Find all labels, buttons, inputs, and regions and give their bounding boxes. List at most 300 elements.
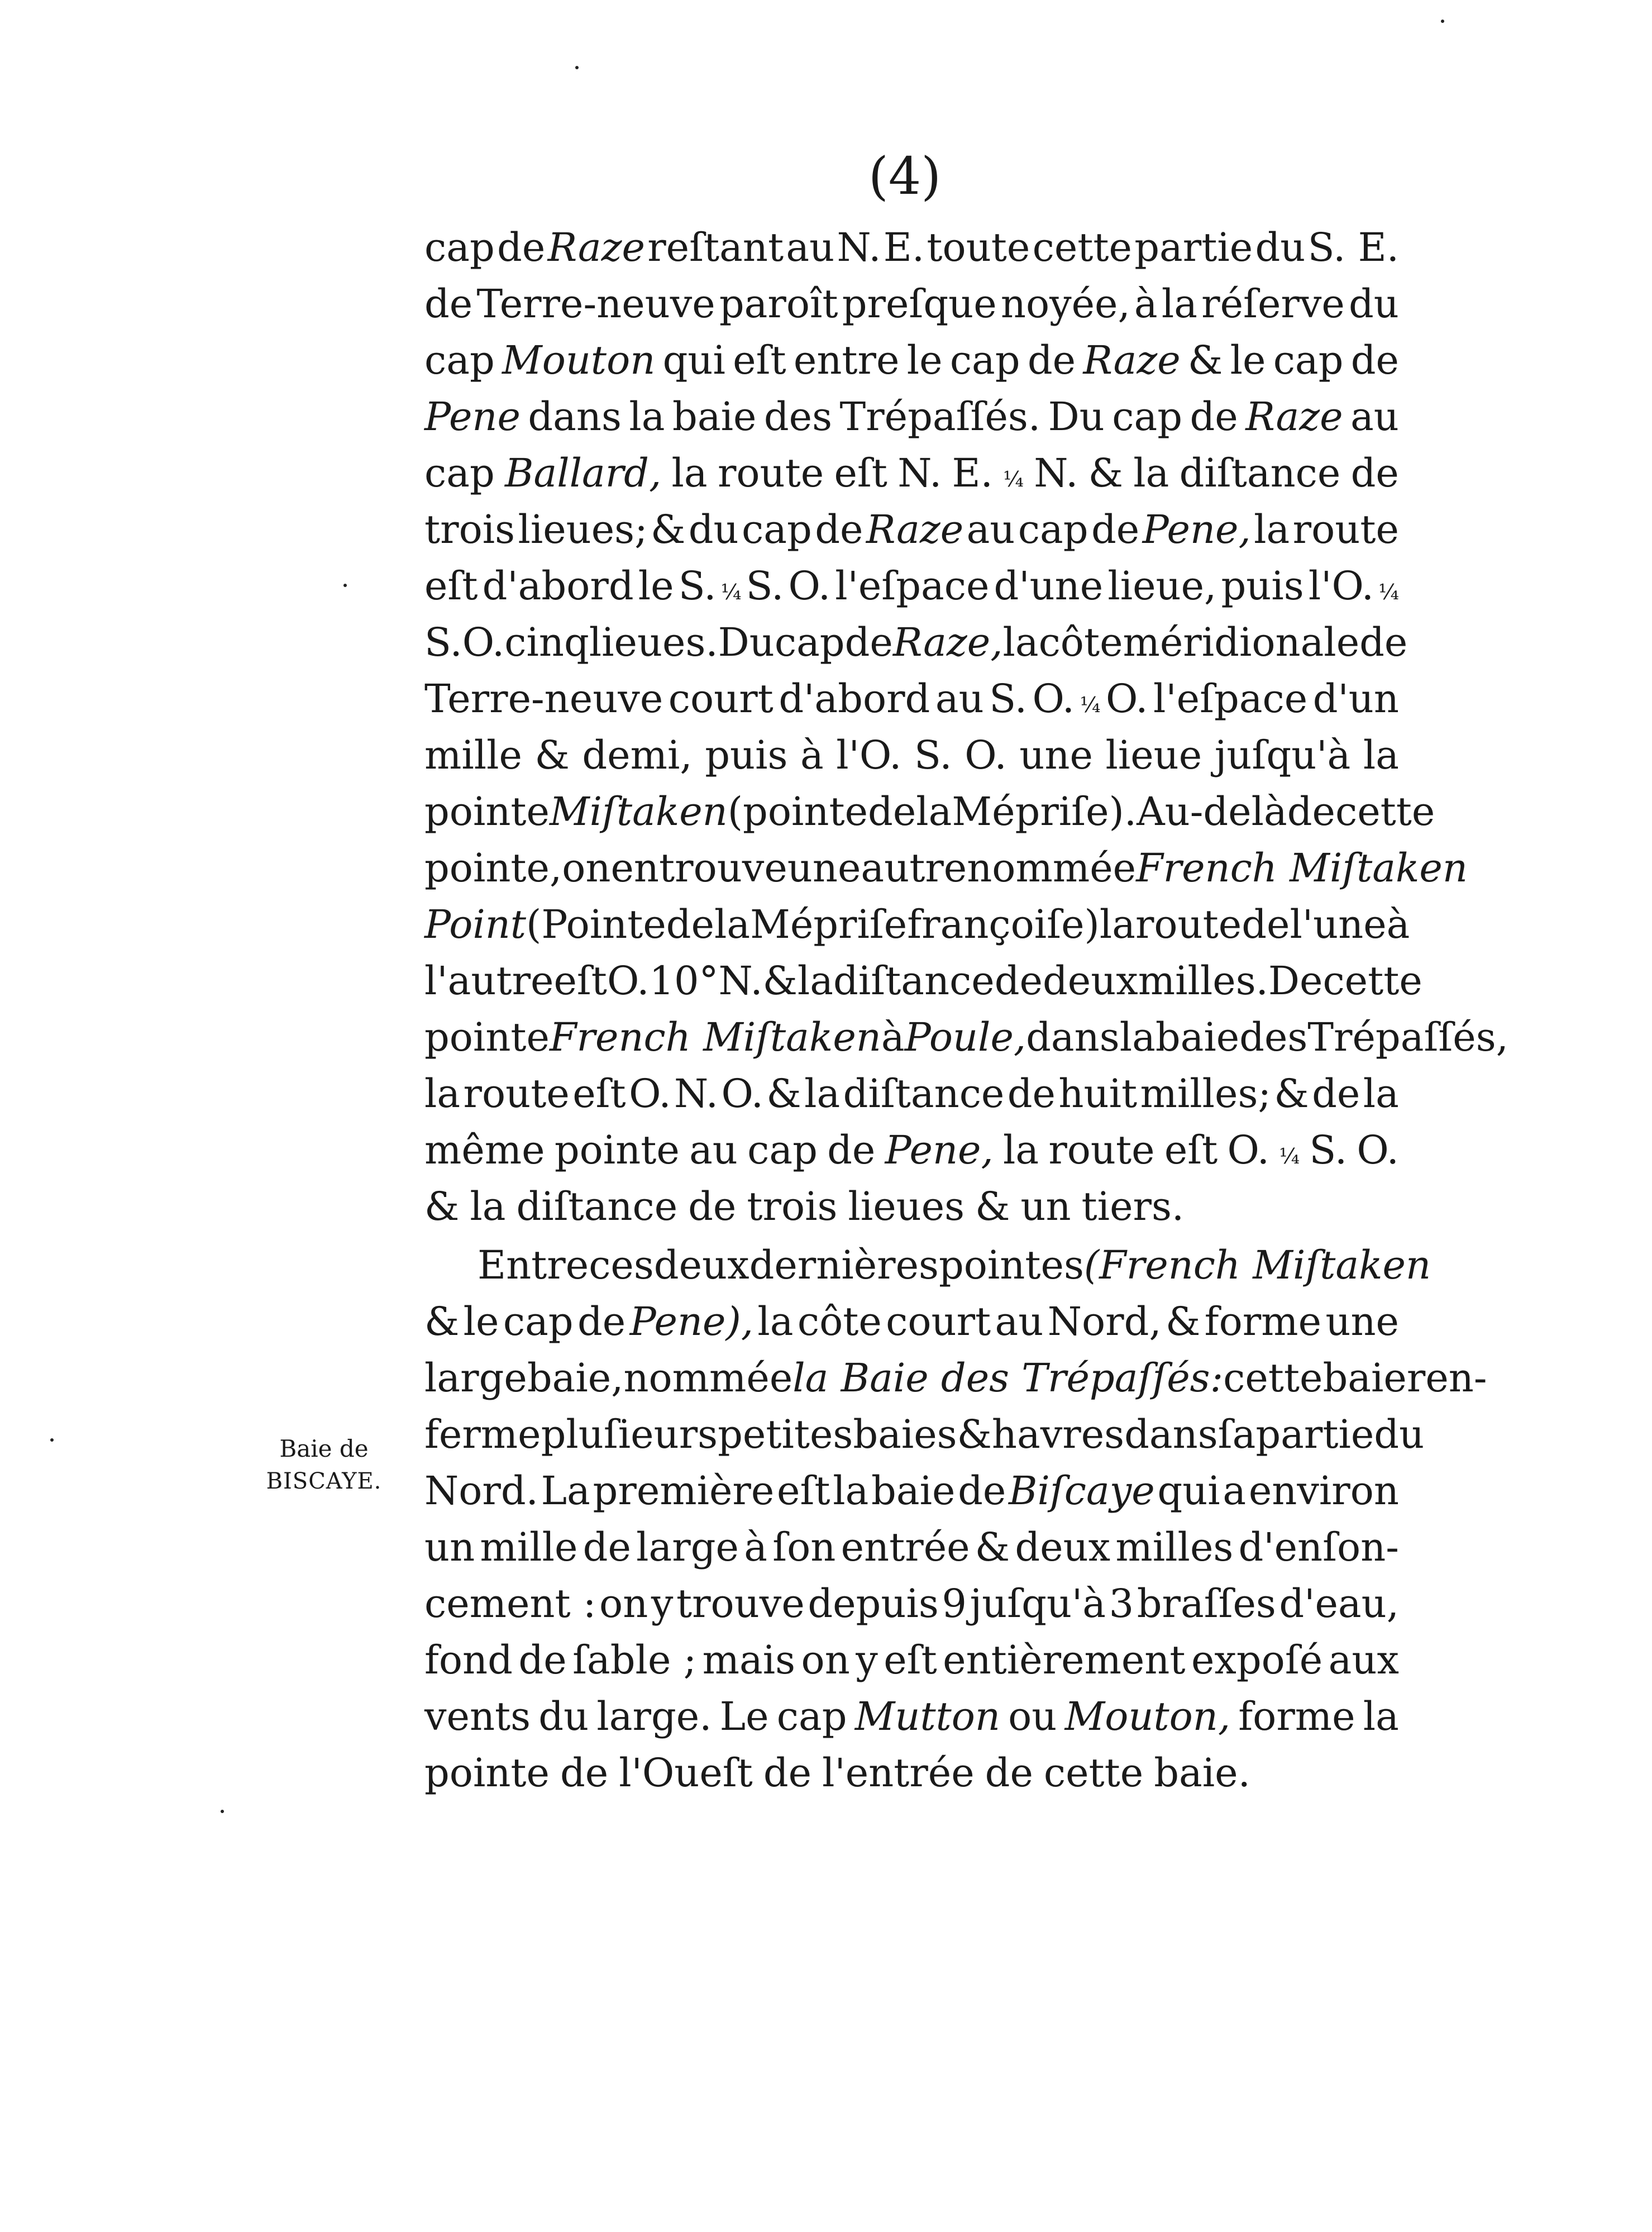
word: entre — [793, 337, 900, 383]
word: Biſcaye — [1009, 1468, 1155, 1514]
word: y — [856, 1637, 878, 1683]
word: la — [714, 902, 751, 947]
word: large. — [596, 1694, 712, 1739]
word: route — [717, 450, 824, 496]
word: de — [1312, 1071, 1360, 1117]
text-line — [424, 332, 1399, 389]
margin-note-line-2: BISCAYE. — [266, 1468, 382, 1494]
word: ſa — [1217, 1411, 1256, 1457]
word: depuis — [808, 1581, 939, 1627]
word: même — [424, 1127, 545, 1173]
word: cement : — [424, 1581, 596, 1627]
text-line — [424, 896, 1410, 953]
word: du — [1255, 225, 1306, 270]
word: Raze — [547, 225, 645, 270]
word: tiers. — [1081, 1184, 1185, 1229]
word: route — [1048, 1127, 1155, 1173]
word: première — [593, 1468, 775, 1514]
word: milles; — [1140, 1071, 1271, 1117]
word: N. — [674, 1071, 719, 1117]
word: huit — [1058, 1071, 1138, 1117]
word: & — [534, 732, 570, 778]
word: baie. — [1154, 1750, 1250, 1796]
word: paroît — [719, 281, 838, 327]
word: la — [1002, 619, 1039, 665]
word: diſtance — [833, 958, 995, 1004]
word: autre — [861, 845, 967, 891]
word: eſt — [733, 337, 786, 383]
word: braſſes — [1137, 1581, 1276, 1627]
word: partie — [1134, 225, 1253, 270]
word: de — [1007, 1071, 1056, 1117]
word: à — [1134, 281, 1158, 327]
word: fond — [424, 1637, 513, 1683]
word: la — [833, 1468, 869, 1514]
word: large — [424, 1355, 527, 1401]
word: cap — [1018, 507, 1088, 552]
word: la — [1099, 902, 1135, 947]
word: diſtance — [843, 1071, 1005, 1117]
word: cap — [424, 450, 495, 496]
word: S. — [989, 676, 1027, 722]
text-line — [424, 1350, 1487, 1406]
text-line — [424, 1066, 1399, 1122]
word: pointe — [424, 789, 550, 834]
word: environ — [1248, 1468, 1399, 1514]
word: de — [577, 1299, 626, 1344]
text-line — [424, 671, 1399, 727]
word: ces — [589, 1242, 654, 1288]
word: qui — [1157, 1468, 1220, 1514]
word: la — [757, 1299, 794, 1344]
word: demi, — [582, 732, 693, 778]
word: noyée, — [1000, 281, 1130, 327]
word: N. — [897, 450, 942, 496]
word: forme — [1238, 1694, 1355, 1739]
word: françoiſe — [907, 902, 1085, 947]
word: Du — [718, 619, 775, 665]
word: deux — [1015, 1524, 1111, 1570]
word: baie — [1322, 1355, 1407, 1401]
ink-speck — [575, 66, 579, 69]
word: de — [1242, 902, 1290, 947]
word: cap — [424, 225, 495, 270]
text-line — [424, 1237, 1431, 1294]
word: cap — [742, 507, 812, 552]
word: cap — [774, 619, 845, 665]
word: Raze — [866, 507, 964, 552]
word: un — [1020, 1184, 1071, 1229]
word: eſt — [777, 1468, 830, 1514]
word: d'une — [994, 563, 1104, 609]
word: milles. — [1138, 958, 1268, 1004]
text-line — [424, 1122, 1399, 1179]
word: court — [886, 1299, 991, 1344]
word: du — [688, 507, 739, 552]
word: de — [1190, 394, 1238, 440]
word: route — [463, 1071, 570, 1117]
word: lieue — [1105, 732, 1202, 778]
word: de — [868, 789, 916, 834]
word: de — [1350, 337, 1399, 383]
ink-speck — [50, 1438, 54, 1442]
word: un — [424, 1524, 475, 1570]
text-line — [424, 727, 1399, 784]
word: l'autre — [424, 958, 554, 1004]
word: la — [1363, 732, 1399, 778]
ink-speck — [1441, 20, 1444, 23]
word: le — [1230, 337, 1266, 383]
word: le — [638, 563, 674, 609]
word: de — [1027, 337, 1076, 383]
word: la — [1002, 1127, 1039, 1173]
word: y — [651, 1581, 674, 1627]
word: & — [975, 1524, 1010, 1570]
word: ¼ — [1279, 1144, 1300, 1169]
word: Raze — [1083, 337, 1181, 383]
word: l'Oueſt — [619, 1750, 753, 1796]
word: de — [666, 902, 715, 947]
word: ſon — [772, 1524, 836, 1570]
word: de — [1091, 507, 1140, 552]
word: pointe — [424, 1750, 550, 1796]
word: Mouton, — [1064, 1694, 1231, 1739]
word: d'enſon- — [1238, 1524, 1399, 1570]
word: havres — [991, 1411, 1125, 1457]
word: de — [763, 1750, 812, 1796]
word: au — [689, 1127, 738, 1173]
word: aux — [1328, 1637, 1399, 1683]
word: reſtant — [647, 225, 784, 270]
word: Entre — [478, 1242, 589, 1288]
word: eſt — [834, 450, 887, 496]
word: ¼ — [1378, 580, 1399, 604]
word: vents — [424, 1694, 531, 1739]
word: Pointe — [541, 902, 666, 947]
word: Mouton — [502, 337, 656, 383]
word: cap — [1112, 394, 1183, 440]
word: cette — [1335, 789, 1435, 834]
word: la — [797, 958, 834, 1004]
word: 10°N. — [649, 958, 763, 1004]
word: ) — [1084, 902, 1100, 947]
word: de — [815, 507, 863, 552]
word: S. — [746, 563, 784, 609]
word: des — [763, 394, 833, 440]
word: juſqu'à — [970, 1581, 1106, 1627]
word: route — [1292, 507, 1399, 552]
word: la — [629, 394, 665, 440]
word: mille — [480, 1524, 578, 1570]
word: Miſtaken — [549, 789, 728, 834]
word: Raze — [1245, 394, 1343, 440]
word: lieues — [848, 1184, 965, 1229]
word: forme — [1204, 1299, 1321, 1344]
word: large — [636, 1524, 739, 1570]
word: l'O. — [1308, 563, 1374, 609]
word: du — [538, 1694, 589, 1739]
word: de — [994, 958, 1043, 1004]
word: N. — [1034, 450, 1078, 496]
word: eſt — [1164, 1127, 1218, 1173]
word: cap — [949, 337, 1020, 383]
text-line — [424, 502, 1399, 558]
word: ¼ — [1003, 467, 1024, 492]
text-line — [424, 953, 1422, 1009]
word: une — [787, 845, 861, 891]
word: trouve — [658, 845, 787, 891]
word: & — [957, 1411, 992, 1457]
word: de — [1287, 789, 1335, 834]
word: des — [1239, 1014, 1308, 1060]
word: dans — [1124, 1411, 1218, 1457]
word: nommée — [623, 1355, 793, 1401]
word: au — [935, 676, 984, 722]
word: la — [1133, 450, 1169, 496]
word: N. — [837, 225, 881, 270]
word: pointe — [554, 1127, 680, 1173]
word: la — [1363, 1694, 1399, 1739]
word: S. — [914, 732, 952, 778]
word: à — [744, 1524, 767, 1570]
word: deux — [1042, 958, 1138, 1004]
word: court — [668, 676, 774, 722]
word: de — [985, 1750, 1033, 1796]
word: & — [1188, 337, 1223, 383]
word: Nord, — [1047, 1299, 1162, 1344]
word: E. — [952, 450, 993, 496]
word: O. — [1227, 1127, 1270, 1173]
ink-speck — [343, 584, 347, 587]
word: à — [881, 1014, 905, 1060]
word: French Miſtaken — [549, 1014, 881, 1060]
word: O. — [721, 1071, 763, 1117]
word: d'eau, — [1279, 1581, 1399, 1627]
word: expoſé — [1191, 1637, 1323, 1683]
word: cap — [747, 1127, 818, 1173]
text-line — [424, 1576, 1399, 1632]
word: lieues. — [589, 619, 718, 665]
word: l'eſpace — [835, 563, 990, 609]
word: une — [1325, 1299, 1399, 1344]
word: cap — [424, 337, 495, 383]
word: S. E. — [1307, 225, 1399, 270]
word: de — [827, 1127, 876, 1173]
word: baie — [672, 394, 757, 440]
word: O. — [1357, 1127, 1399, 1173]
word: O. — [965, 732, 1007, 778]
word: pluſieurs — [541, 1411, 718, 1457]
text-line — [424, 1179, 1399, 1235]
text-line — [424, 1632, 1399, 1689]
word: Pene — [424, 394, 521, 440]
page-number: (4) — [868, 146, 942, 206]
word: S. — [424, 619, 462, 665]
text-line — [424, 276, 1399, 332]
word: O. — [1105, 676, 1148, 722]
word: Trépaſſés. — [839, 394, 1041, 440]
word: pointes — [938, 1242, 1084, 1288]
word: ¼ — [1080, 693, 1101, 717]
word: ¼ — [720, 580, 742, 604]
word: trouve — [676, 1581, 805, 1627]
word: Terre-neuve — [424, 676, 663, 722]
word: la — [470, 1184, 506, 1229]
text-line — [424, 1009, 1508, 1066]
word: de — [958, 1468, 1006, 1514]
word: la — [916, 789, 952, 834]
word: on — [801, 1637, 850, 1683]
word: O. — [462, 619, 505, 665]
word: Mépriſe — [750, 902, 908, 947]
text-line — [424, 614, 1408, 671]
word: petites — [718, 1411, 853, 1457]
word: de — [497, 225, 546, 270]
word: l'entrée — [822, 1750, 975, 1796]
word: & — [424, 1299, 460, 1344]
word: partie — [1255, 1411, 1374, 1457]
word: Au-delà — [1137, 789, 1287, 834]
word: pointe, — [424, 845, 562, 891]
word: la — [1161, 281, 1197, 327]
word: Point — [424, 902, 527, 947]
word: a — [1223, 1468, 1247, 1514]
word: de — [844, 619, 893, 665]
word: de — [424, 281, 473, 327]
ink-speck — [221, 1810, 224, 1813]
word: au — [1350, 394, 1399, 440]
word: pointe — [424, 1014, 550, 1060]
word: E. — [883, 225, 925, 270]
text-line — [424, 1294, 1399, 1350]
word: de — [560, 1750, 609, 1796]
word: la — [804, 1071, 841, 1117]
word: l'eſpace — [1153, 676, 1308, 722]
word: & — [766, 1071, 801, 1117]
word: d'un — [1312, 676, 1399, 722]
word: & — [975, 1184, 1010, 1229]
word: O. — [1032, 676, 1075, 722]
word: Trépaſſés, — [1307, 1014, 1508, 1060]
word: ſable ; — [572, 1637, 697, 1683]
word: O. — [629, 1071, 671, 1117]
word: le — [906, 337, 943, 383]
text-line — [424, 1463, 1399, 1519]
word: cette — [1032, 225, 1132, 270]
text-line — [424, 1406, 1425, 1463]
word: mais — [702, 1637, 796, 1683]
word: 9 — [942, 1581, 967, 1627]
word: l'une — [1290, 902, 1387, 947]
word: la — [424, 1071, 461, 1117]
word: lieues; — [518, 507, 648, 552]
word: qui — [662, 337, 725, 383]
text-line — [424, 389, 1399, 445]
word: 3 — [1109, 1581, 1134, 1627]
word: méridionale — [1123, 619, 1360, 665]
word: Pene, — [885, 1127, 994, 1173]
word: trois — [747, 1184, 838, 1229]
word: (pointe — [727, 789, 868, 834]
word: baie — [1155, 1014, 1240, 1060]
word: mille — [424, 732, 522, 778]
word: la — [1254, 507, 1290, 552]
word: cap — [776, 1694, 847, 1739]
word: dans — [528, 394, 622, 440]
word: La — [541, 1468, 590, 1514]
word: S. — [1309, 1127, 1348, 1173]
word: dans — [1026, 1014, 1120, 1060]
word: la Baie des Trépaſſés: — [792, 1355, 1224, 1401]
word: puis — [705, 732, 788, 778]
word: puis — [1221, 563, 1304, 609]
word: l'O. — [836, 732, 902, 778]
word: cap — [1273, 337, 1344, 383]
word: de — [518, 1637, 567, 1683]
word: Le — [719, 1694, 769, 1739]
text-line — [424, 784, 1435, 840]
word: cap — [503, 1299, 574, 1344]
text-line — [424, 445, 1399, 502]
word: côte — [1038, 619, 1123, 665]
word: Mutton — [854, 1694, 1000, 1739]
word: diſtance — [1179, 450, 1341, 496]
word: ferme — [424, 1411, 541, 1457]
word: baie — [871, 1468, 956, 1514]
word: trois — [424, 507, 515, 552]
word: toute — [927, 225, 1030, 270]
word: au — [995, 1299, 1044, 1344]
word: baie, — [527, 1355, 624, 1401]
word: cinq — [504, 619, 589, 665]
word: French Miſtaken — [1136, 845, 1468, 891]
word: Pene, — [1142, 507, 1251, 552]
word: & — [1166, 1299, 1201, 1344]
word: & — [1088, 450, 1123, 496]
word: eſt — [424, 563, 478, 609]
word: & — [651, 507, 686, 552]
word: Mépriſe). — [952, 789, 1137, 834]
word: eſt — [884, 1637, 937, 1683]
word: cette — [1322, 958, 1422, 1004]
word: Raze, — [892, 619, 1003, 665]
word: route — [1135, 902, 1242, 947]
word: & — [762, 958, 798, 1004]
word: à — [1386, 902, 1410, 947]
word: ren- — [1406, 1355, 1487, 1401]
word: entrée — [841, 1524, 970, 1570]
word: eſt — [572, 1071, 626, 1117]
margin-note — [254, 1433, 394, 1497]
word: au — [966, 507, 1015, 552]
word: de — [1350, 450, 1399, 496]
word: cette — [1043, 1750, 1144, 1796]
word: dernières — [749, 1242, 939, 1288]
word: O. — [788, 563, 831, 609]
word: preſque — [842, 281, 997, 327]
word: nommée — [967, 845, 1137, 891]
word: Terre-neuve — [476, 281, 715, 327]
word: lieue, — [1107, 563, 1217, 609]
word: & — [424, 1184, 460, 1229]
word: entièrement — [943, 1637, 1186, 1683]
word: d'abord — [482, 563, 634, 609]
word: de — [688, 1184, 737, 1229]
word: Nord. — [424, 1468, 538, 1514]
text-line — [424, 1519, 1399, 1576]
word: on — [599, 1581, 648, 1627]
word: du — [1349, 281, 1399, 327]
